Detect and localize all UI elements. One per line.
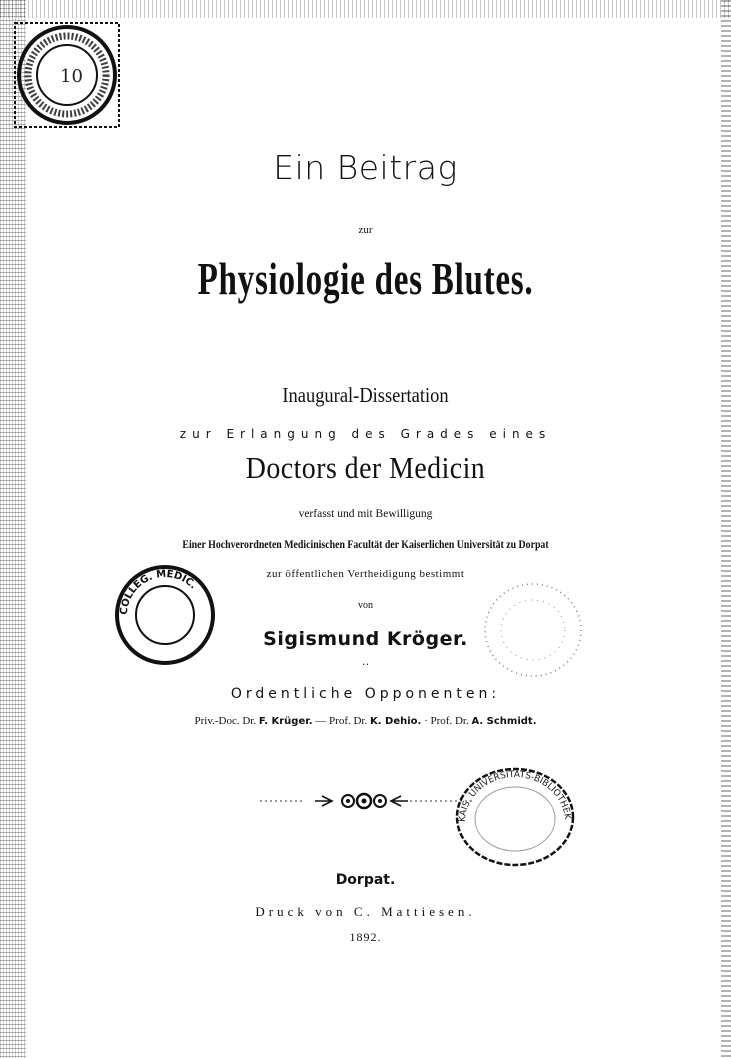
author-name: Sigismund Kröger. (263, 628, 468, 650)
library-stamp-icon (12, 20, 122, 130)
svg-text:10: 10 (60, 66, 83, 87)
opponent-2-title: Prof. Dr. (329, 715, 368, 727)
opponent-3-name: A. Schmidt. (471, 716, 537, 727)
opponent-3-title: Prof. Dr. (430, 715, 469, 727)
verfasst-line: verfasst und mit Bewilligung (298, 508, 433, 520)
title-connector: zur (358, 224, 373, 236)
opponent-separator-1: — (315, 715, 327, 727)
faculty-line: Einer Hochverordneten Medicinischen Facultät der Kaiserlichen Universität zu Dorpat (182, 537, 549, 551)
opponent-2-name: K. Dehio. (370, 716, 422, 727)
von-line: von (358, 600, 373, 611)
separator-dash: ‥ (361, 656, 370, 668)
faint-stamp-icon (478, 575, 588, 685)
erlangung-line: zur Erlangung des Grades eines (179, 427, 552, 441)
opponent-1-title: Priv.-Doc. Dr. (194, 715, 257, 727)
scan-edge-top (0, 0, 731, 18)
opponents-list (0, 715, 731, 727)
opponent-1-name: F. Krüger. (258, 716, 313, 727)
place-of-print: Dorpat. (335, 872, 396, 888)
defense-line: zur öffentlichen Vertheidigung bestimmt (266, 568, 465, 580)
faculty-stamp-text: COLLEG. MEDIC. (118, 568, 199, 616)
faculty-stamp-icon (110, 560, 220, 670)
opponents-heading: Ordentliche Opponenten: (230, 686, 501, 702)
university-oval-stamp-icon (450, 762, 580, 872)
title-line-1: Ein Beitrag (273, 148, 458, 187)
main-title: Physiologie des Blutes. (197, 253, 534, 304)
university-stamp-text: KAIS. UNIVERSITÄTS-BIBLIOTHEK (457, 769, 572, 823)
degree-title: Doctors der Medicin (245, 450, 486, 485)
publication-year: 1892. (349, 930, 382, 944)
printer-line: Druck von C. Mattiesen. (255, 904, 476, 919)
dissertation-label: Inaugural-Dissertation (282, 383, 449, 407)
opponent-separator-2: · (424, 715, 428, 727)
svg-text:COLLEG. MEDIC. (119, 569, 199, 616)
ornament-icon (260, 788, 480, 814)
